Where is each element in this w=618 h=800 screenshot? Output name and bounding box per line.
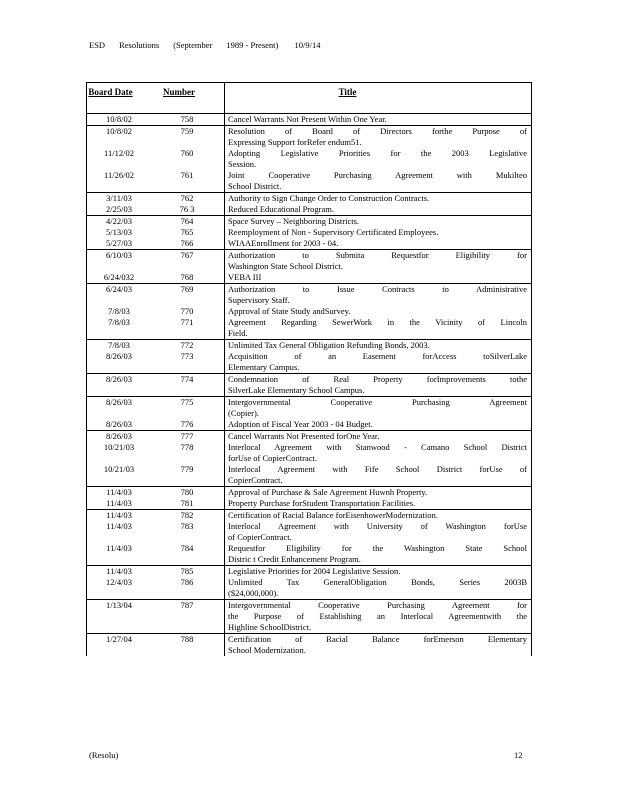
board-date-cell [87,554,151,565]
board-date-cell: 8/26/03 [106,374,132,384]
resolutions-table [86,82,532,656]
resolution-group [87,486,531,509]
board-date-cell: 10/21/03 [103,442,135,452]
resolution-title-line: School Modernization. [228,645,306,655]
table-row [87,532,531,543]
resolution-title-line: Supervisory Staff. [228,295,290,305]
board-date-cell [87,159,151,170]
page-header [89,40,334,51]
header-title-part: ESD [89,40,106,50]
resolution-title-line: Authorization to Submita Requestfor Eligibility for [228,250,527,260]
resolution-number-cell [151,588,223,599]
resolution-number-cell [151,532,223,543]
resolution-number-cell: 762 [180,193,194,203]
resolution-title-line: Interlocal Agreement with University of Washington forUse [228,521,527,531]
resolution-title-line: Cancel Warrants Not Present Within One Year. [228,114,387,124]
resolution-group [87,339,531,373]
resolution-group [87,396,531,430]
resolution-number-cell [151,261,223,272]
header-title-part: (September [173,40,213,50]
resolution-title-line: Joint Cooperative Purchasing Agreement with Mukilteo [228,170,527,180]
table-row [87,510,531,521]
resolution-title-line: Approval of Purchase & Sale Agreement Huwnh Property. [228,487,428,497]
resolution-group [87,633,531,656]
table-row [87,284,531,295]
table-row [87,566,531,577]
resolution-number-cell: 773 [180,351,194,361]
resolution-title-line: Requestfor Eligibility for the Washington State School [228,543,527,553]
board-date-cell: 3/11/03 [106,193,132,203]
table-row [87,521,531,532]
board-date-cell: 12/4/03 [106,577,132,587]
resolution-number-cell: 778 [180,442,194,452]
resolution-title-line: Expressing Support forRefer endum51. [228,137,362,147]
board-date-cell [87,475,151,486]
resolution-number-cell [151,295,223,306]
footer-left: (Resolu) [89,750,119,760]
board-date-cell [87,622,151,633]
board-date-cell [87,385,151,396]
resolution-title-line: School District. [228,181,282,191]
board-date-cell: 6/24/03 [106,284,132,294]
board-date-cell: 5/27/03 [106,238,132,248]
resolution-number-cell: 768 [180,272,194,282]
table-row [87,159,531,170]
resolution-title-line: WIAAEnrollment for 2003 - 04. [228,238,339,248]
table-row [87,306,531,317]
resolution-number-cell: 780 [180,487,194,497]
resolution-number-cell [151,181,223,192]
resolution-title-line: Highline SchoolDistrict. [228,622,312,632]
resolution-title-line: Resolution of Board of Directors forthe Purpose of [228,126,527,136]
resolution-number-cell: 774 [180,374,194,384]
resolution-number-cell [151,453,223,464]
resolution-title-line: Elementary Campus. [228,362,300,372]
board-date-cell: 11/12/02 [104,148,134,158]
board-date-cell: 2/25/03 [106,204,132,214]
column-divider [224,83,225,656]
resolution-title-line: Certification of Racial Balance forEmerson Elementary [228,634,527,644]
column-header-number: Number [163,87,195,97]
resolution-title-line: Intergovernmental Cooperative Purchasing Agreement for [228,600,527,610]
header-date: 10/9/14 [294,40,321,50]
resolution-group [87,249,531,283]
resolution-title-line: Intergovernmental Cooperative Purchasing Agreement [228,397,527,407]
table-row [87,385,531,396]
table-row [87,170,531,181]
resolution-number-cell: 786 [180,577,194,587]
table-row [87,498,531,509]
resolution-title-line: Approval of State Study andSurvey. [228,306,351,316]
resolution-title-line: Field. [228,328,248,338]
resolution-title-line: Session. [228,159,257,169]
resolution-group [87,215,531,249]
board-date-cell: 11/4/03 [106,543,132,553]
header-title-part: 1989 - Present) [226,40,279,50]
resolution-title-line: (Copier). [228,408,259,418]
board-date-cell [87,137,151,148]
table-row [87,272,531,283]
resolution-number-cell [151,328,223,339]
resolution-group [87,113,531,125]
board-date-cell: 6/24/032 [103,272,135,282]
table-row [87,397,531,408]
table-row [87,600,531,611]
board-date-cell: 11/4/03 [106,510,132,520]
resolution-group [87,192,531,215]
resolution-title-line: Unlimited Tax General Obligation Refunding Bonds, 2003. [228,340,430,350]
column-header-date: Board Date [88,87,133,97]
board-date-cell: 1/13/04 [106,600,132,610]
table-row [87,622,531,633]
resolution-title-line: Agreement Regarding SewerWork in the Vicinity of Lincoln [228,317,527,327]
table-row [87,126,531,137]
resolution-number-cell: 76 3 [179,204,195,214]
board-date-cell [87,645,151,656]
board-date-cell: 10/8/02 [106,114,132,124]
board-date-cell: 7/8/03 [108,340,130,350]
board-date-cell: 11/4/03 [106,521,132,531]
resolution-number-cell [151,159,223,170]
board-date-cell: 5/13/03 [106,227,132,237]
resolution-number-cell: 784 [180,543,194,553]
resolution-number-cell: 785 [180,566,194,576]
resolution-group [87,565,531,599]
board-date-cell [87,532,151,543]
resolution-number-cell: 771 [180,317,194,327]
board-date-cell [87,453,151,464]
resolution-number-cell: 758 [180,114,194,124]
resolution-group [87,599,531,633]
resolution-title-line: Adopting Legislative Priorities for the 2003 Legislative [228,148,527,158]
resolution-number-cell [151,554,223,565]
table-row [87,137,531,148]
resolution-group [87,430,531,486]
resolution-number-cell: 782 [180,510,194,520]
table-row [87,431,531,442]
resolution-number-cell: 788 [180,634,194,644]
resolution-group [87,373,531,396]
resolution-title-line: Cancel Warrants Not Presented forOne Year. [228,431,380,441]
resolution-title-line: Legislative Priorities for 2004 Legislative Session. [228,566,401,576]
board-date-cell: 11/4/03 [106,487,132,497]
resolution-number-cell [151,622,223,633]
board-date-cell: 8/26/03 [106,419,132,429]
table-row [87,453,531,464]
resolution-number-cell: 764 [180,216,194,226]
resolution-group [87,125,531,192]
table-row [87,419,531,430]
table-row [87,645,531,656]
table-row [87,328,531,339]
resolution-title-line: Washington State School District. [228,261,343,271]
resolution-number-cell: 760 [180,148,194,158]
resolution-title-line: Certification of Racial Balance forEisenhowerModernization. [228,510,438,520]
resolution-number-cell: 766 [180,238,194,248]
board-date-cell: 8/26/03 [106,431,132,441]
board-date-cell [87,611,151,622]
board-date-cell: 7/8/03 [108,306,130,316]
resolution-title-line: Acquisition of an Easement forAccess toSilverLake [228,351,527,361]
table-row [87,181,531,192]
resolution-number-cell: 779 [180,464,194,474]
resolution-number-cell: 783 [180,521,194,531]
board-date-cell: 10/8/02 [106,126,132,136]
board-date-cell: 6/10/03 [106,250,132,260]
board-date-cell [87,295,151,306]
table-row [87,362,531,373]
table-row [87,204,531,215]
resolution-title-line: Unlimited Tax GeneralObligation Bonds, Series 2003B [228,577,527,587]
board-date-cell [87,408,151,419]
table-header [87,83,531,113]
table-row [87,464,531,475]
page-number: 12 [514,750,523,760]
board-date-cell: 4/22/03 [106,216,132,226]
table-row [87,250,531,261]
table-row [87,634,531,645]
resolution-title-line: Distric t Credit Enhancement Program. [228,554,361,564]
header-title-part: Resolutions [119,40,160,50]
resolution-number-cell: 776 [180,419,194,429]
table-body [87,113,531,656]
resolution-number-cell [151,645,223,656]
board-date-cell: 11/4/03 [106,566,132,576]
resolution-number-cell [151,611,223,622]
resolution-number-cell: 781 [180,498,194,508]
resolution-number-cell: 775 [180,397,194,407]
table-row [87,216,531,227]
table-row [87,588,531,599]
resolution-number-cell [151,137,223,148]
resolution-number-cell [151,362,223,373]
board-date-cell: 7/8/03 [108,317,130,327]
board-date-cell [87,181,151,192]
resolution-title-line: Space Survey – Neighboring Districts. [228,216,360,226]
table-row [87,475,531,486]
table-row [87,543,531,554]
resolution-title-line: Reduced Educational Program. [228,204,334,214]
resolution-number-cell: 765 [180,227,194,237]
resolution-number-cell [151,408,223,419]
table-row [87,238,531,249]
table-row [87,442,531,453]
table-row [87,261,531,272]
table-row [87,554,531,565]
board-date-cell: 10/21/03 [103,464,135,474]
resolution-number-cell: 770 [180,306,194,316]
resolution-title-line: the Purpose of Establishing an Interlocal Agreementwith the [228,611,527,621]
resolution-number-cell [151,475,223,486]
resolution-group [87,509,531,565]
resolution-title-line: Authorization to Issue Contracts to Administrative [228,284,527,294]
resolution-title-line: SilverLake Elementary School Campus. [228,385,365,395]
table-row [87,340,531,351]
table-row [87,114,531,125]
board-date-cell [87,362,151,373]
resolution-title-line: ($24,000,000). [228,588,279,598]
column-header-title: Title [338,87,357,97]
resolution-title-line: Authority to Sign Change Order to Construction Contracts. [228,193,430,203]
resolution-title-line: Adoption of Fiscal Year 2003 - 04 Budget. [228,419,373,429]
table-row [87,317,531,328]
resolution-title-line: of CopierContract. [228,532,292,542]
resolution-title-line: Interlocal Agreement with Stanwood - Camano School District [228,442,527,452]
table-row [87,408,531,419]
board-date-cell: 1/27/04 [106,634,132,644]
board-date-cell [87,588,151,599]
resolution-number-cell: 772 [180,340,194,350]
table-row [87,487,531,498]
table-row [87,295,531,306]
board-date-cell: 11/26/02 [104,170,134,180]
resolution-group [87,283,531,339]
board-date-cell: 8/26/03 [106,351,132,361]
table-row [87,374,531,385]
resolution-number-cell: 761 [180,170,194,180]
resolution-title-line: Interlocal Agreement with Fife School District forUse of [228,464,527,474]
resolution-title-line: CopierContract. [228,475,283,485]
resolution-title-line: forUse of CopierContract. [228,453,317,463]
resolution-number-cell: 787 [180,600,194,610]
resolution-title-line: Property Purchase forStudent Transportation Facilities. [228,498,416,508]
resolution-title-line: Reemployment of Non - Supervisory Certificated Employees. [228,227,439,237]
resolution-number-cell: 777 [180,431,194,441]
table-row [87,611,531,622]
resolution-title-line: VEBA III [228,272,262,282]
resolution-number-cell [151,385,223,396]
board-date-cell: 8/26/03 [106,397,132,407]
table-row [87,227,531,238]
table-row [87,193,531,204]
resolution-number-cell: 767 [180,250,194,260]
resolution-number-cell: 769 [180,284,194,294]
table-row [87,577,531,588]
resolution-number-cell: 759 [180,126,194,136]
resolution-title-line: Condemnation of Real Property forImprovements tothe [228,374,527,384]
board-date-cell [87,328,151,339]
board-date-cell: 11/4/03 [106,498,132,508]
table-row [87,351,531,362]
board-date-cell [87,261,151,272]
table-row [87,148,531,159]
